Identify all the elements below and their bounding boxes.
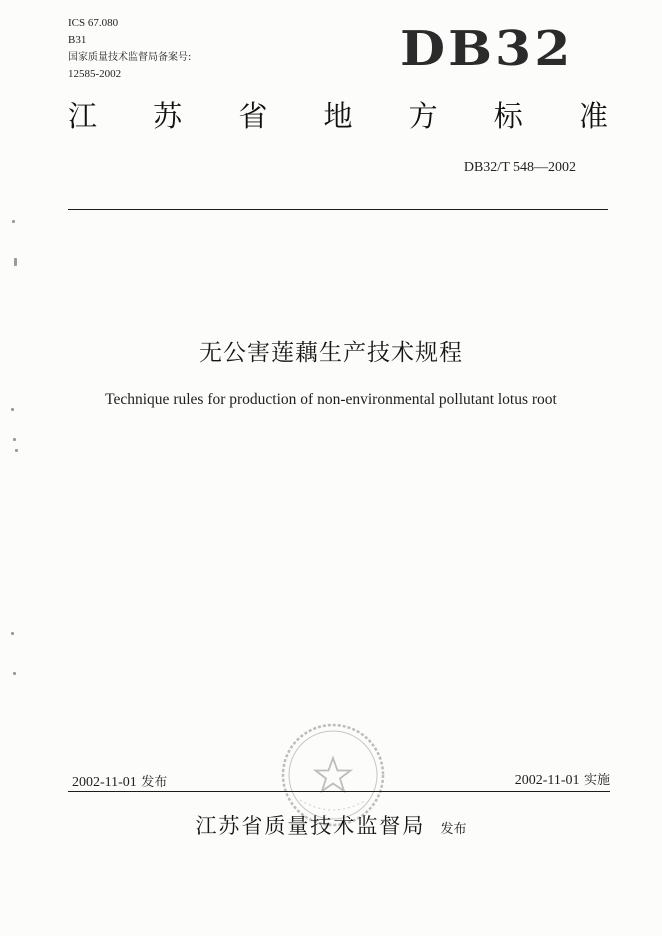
star-seal-icon (316, 758, 351, 791)
standard-category-title (68, 96, 608, 136)
document-title-chinese: 无公害莲藕生产技术规程 (199, 340, 463, 366)
scan-artifact-marks (0, 0, 30, 936)
standard-category-char: 标 (493, 99, 523, 133)
ics-code: ICS 67.080 (68, 17, 119, 29)
implement-label: 实施 (583, 773, 610, 788)
publisher-organization: 江苏省质量技术监督局 (195, 814, 426, 838)
issue-date-line (72, 771, 167, 791)
standard-category-char: 江 (68, 99, 98, 133)
document-title-english: Technique rules for production of non-environmental pollutant lotus root (105, 391, 557, 408)
scan-speck (13, 438, 16, 441)
scan-speck (13, 672, 16, 675)
bottom-divider (68, 791, 610, 792)
standard-category-char: 苏 (153, 99, 183, 133)
standard-category-char: 省 (238, 99, 268, 133)
scan-speck (12, 220, 15, 223)
standard-category-char: 方 (408, 99, 438, 133)
implement-date: 2002-11-01 (514, 773, 580, 788)
issue-date: 2002-11-01 (72, 775, 137, 790)
issue-label: 发布 (141, 775, 168, 790)
db-standard-logo: DB32 (400, 21, 574, 78)
filing-number: 12585-2002 (68, 68, 122, 80)
top-divider (68, 209, 608, 210)
scan-speck (11, 632, 14, 635)
implement-date-line (515, 769, 610, 789)
seal-arc (300, 800, 366, 810)
classification-code: B31 (68, 34, 87, 46)
document-metadata (68, 15, 191, 83)
standard-number: DB32/T 548—2002 (463, 160, 576, 175)
standard-category-char: 地 (323, 99, 353, 133)
filing-label: 国家质量技术监督局备案号: (68, 52, 192, 63)
scan-speck (15, 449, 18, 452)
scan-speck (14, 258, 17, 266)
standard-category-char: 准 (578, 99, 608, 133)
seal-inner-ring (289, 731, 377, 819)
publisher-line (0, 810, 662, 840)
publisher-action: 发布 (440, 822, 467, 837)
